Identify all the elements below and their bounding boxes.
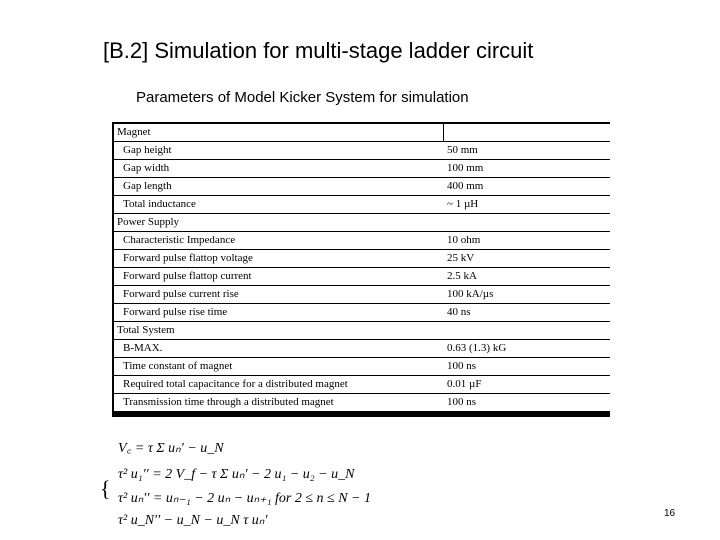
parameter-label: Characteristic Impedance: [114, 232, 449, 249]
table-row: [113, 393, 609, 412]
equation-brace: {: [100, 476, 111, 501]
section-label: Power Supply: [114, 214, 611, 231]
page-number: 16: [664, 508, 676, 519]
parameter-label: Forward pulse rise time: [114, 304, 449, 321]
parameter-label: Forward pulse current rise: [114, 286, 449, 303]
section-label: Magnet: [114, 124, 443, 141]
parameter-value: 400 mm: [444, 178, 611, 195]
table-caption: Parameters of Model Kicker System for simulation: [136, 89, 469, 106]
table-row: [113, 141, 609, 159]
parameter-value: 2.5 kA: [444, 268, 611, 285]
parameter-label: Gap length: [114, 178, 449, 195]
parameter-value: ~ 1 µH: [444, 196, 611, 213]
table-section-row: [113, 321, 609, 339]
table-row: [113, 249, 609, 267]
parameters-table: [112, 122, 610, 417]
parameter-value: [444, 124, 611, 141]
parameter-value: 50 mm: [444, 142, 611, 159]
parameter-value: 0.63 (1.3) kG: [444, 340, 611, 357]
parameter-value: 40 ns: [444, 304, 611, 321]
table-section-row: [113, 213, 609, 231]
parameter-value: 25 kV: [444, 250, 611, 267]
table-row: [113, 303, 609, 321]
parameter-label: Time constant of magnet: [114, 358, 449, 375]
parameter-label: Transmission time through a distributed magnet: [114, 394, 449, 411]
parameter-value: 100 ns: [444, 358, 611, 375]
equation-capacitor-voltage: V꜀ = τ Σ uₙ′ − u_N: [118, 441, 224, 456]
table-row: [113, 285, 609, 303]
table-row: [113, 231, 609, 249]
parameter-label: Forward pulse flattop voltage: [114, 250, 449, 267]
parameter-value: 0.01 µF: [444, 376, 611, 393]
parameter-label: Total inductance: [114, 196, 449, 213]
equations-block: [100, 428, 530, 528]
parameter-value: 100 mm: [444, 160, 611, 177]
table-row: [113, 195, 609, 213]
parameter-value: 100 ns: [444, 394, 611, 411]
parameter-label: Forward pulse flattop current: [114, 268, 449, 285]
section-label: Total System: [114, 322, 611, 339]
table-row: [113, 375, 609, 393]
slide-title: [B.2] Simulation for multi-stage ladder circuit: [103, 38, 534, 63]
table-row: [113, 159, 609, 177]
parameter-label: Required total capacitance for a distributed magnet: [114, 376, 449, 393]
parameter-value: 10 ohm: [444, 232, 611, 249]
parameter-label: Gap height: [114, 142, 449, 159]
table-row: [113, 339, 609, 357]
equation-first-node: τ² u₁′′ = 2 V_f − τ Σ uₙ′ − 2 u₁ − u₂ − u_N: [118, 467, 355, 482]
equation-general-node: τ² uₙ′′ = uₙ₋₁ − 2 uₙ − uₙ₊₁ for 2 ≤ n ≤ N − 1: [118, 491, 371, 506]
table-row: [113, 267, 609, 285]
table-row: [113, 357, 609, 375]
table-section-row: [113, 123, 609, 141]
parameter-value: 100 kA/µs: [444, 286, 611, 303]
equation-last-node: τ² u_N′′ − u_N − u_N τ uₙ′: [118, 513, 268, 528]
parameter-label: B-MAX.: [114, 340, 449, 357]
parameter-label: Gap width: [114, 160, 449, 177]
table-row: [113, 177, 609, 195]
